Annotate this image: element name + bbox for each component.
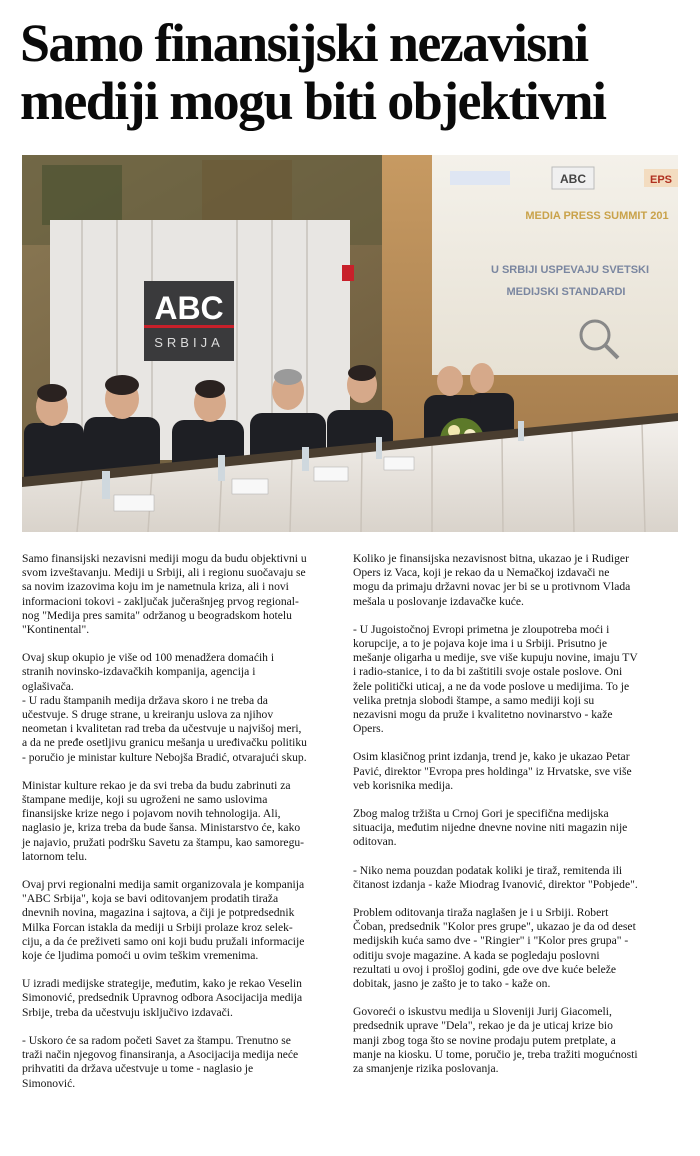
abc-logo-subtext: SRBIJA — [154, 335, 224, 350]
paragraph: - U Jugoistočnoj Evropi primetna je zloupotreba moći i korupcije, a to je pojava koje ima i u Srbiji. Prisutno je mešanje oligarha u medije, sve više kupuju novine, imaju TV i radio-stanice, i to da bi zaštitili svoje ostale poslove. Oni žele politički uticaj, a ne da vode poslove u medijima. To je velika pretnja slobodi štampe, a samo mediji koji su nezavisni mogu da pruže i kvalitetno novinarstvo - kaže Opers. — [353, 622, 638, 736]
paragraph: Ministar kulture rekao je da svi treba da budu zabrinuti za štampane medije, koji su ugroženi ne samo uslovima finansijske krize nego i pojavom novih tehnologija. Ali, naglasio je, kriza treba da bude šansa. Ministarstvo će, kako je najavio, pružati podršku Savetu za štampu, kao samoregu- latornom telu. — [22, 778, 305, 863]
article-column-left — [22, 552, 340, 1105]
paragraph: Osim klasičnog print izdanja, trend je, kako je ukazao Petar Pavić, direktor "Evropa pres holdinga" iz Hrvatske, sve više veb korisnika medija. — [353, 750, 632, 792]
headline-line-2: mediji mogu biti objektivni — [20, 71, 606, 131]
headline-line-1: Samo finansijski nezavisni — [20, 13, 588, 73]
conference-photo — [22, 155, 678, 532]
paragraph: Ovaj skup okupio je više od 100 menadžera domaćih i stranih novinsko-izdavačkih kompanija, agencija i oglašivača. - U radu štampanih medija država skoro i ne treba da učestvuje. S druge strane, u kreiranju uslova za njihov neometan i kvalitetan rad treba da učestvuje u najvišoj meri, a da ne pređe osetljivu granicu mešanja u uređivačku politiku - poručio je ministar kulture Nebojša Bradić, otvarajući skup. — [22, 651, 307, 764]
article-column-right — [353, 552, 671, 1090]
paragraph: Samo finansijski nezavisni mediji mogu da budu objektivni u svom izveštavanju. Mediji u Srbiji, ali i regionu suočavaju se sa novim izazovima koju im je nametnula kriza, ali i novi informacioni tokovi - zaključak jučerašnjeg prvog regional- nog "Medija pres samita" održanog u beogradskom hotelu "Kontinental". — [22, 552, 307, 637]
paragraph: - Niko nema pouzdan podatak koliki je tiraž, remitenda ili čitanost izdanja - kaže Miodrag Ivanović, direktor "Pobjede". — [353, 863, 638, 891]
paragraph: Koliko je finansijska nezavisnost bitna, ukazao je i Rudiger Opers iz Vaca, koji je rekao da u Nemačkoj izdavači ne mogu da primaju državni novac jer bi se u protivnom Vlada mešala u poslovanje izdavačke kuće. — [353, 552, 631, 608]
article-headline — [20, 14, 690, 130]
paragraph: Zbog malog tržišta u Crnoj Gori je specifična medijska situacija, međutim nijedne dnevne novine niti magazin nije oditovan. — [353, 807, 628, 849]
screen-headline-2: MEDIJSKI STANDARDI — [506, 286, 626, 298]
paragraph: - Uskoro će sa radom početi Savet za štampu. Trenutno se traži način njegovog finansiranja, a Asocijacija medija neće prihvatiti da država učestvuje u tome - naglasio je Simonović. — [22, 1033, 299, 1090]
screen-abc-logo: ABC — [560, 172, 586, 186]
paragraph: Govoreći o iskustvu medija u Sloveniji Jurij Giacomeli, predsednik uprave "Dela", rekao je da je uticaj krize bio manji zbog toga što se novine prodaju putem pretplate, a manje na kiosku. U tome, poručio je, treba tražiti mogućnosti za smanjenje rizika poslovanja. — [353, 1005, 638, 1076]
paragraph: U izradi medijske strategije, međutim, kako je rekao Veselin Simonović, predsednik Upravnog odbora Asocijacija medija Srbije, treba da učestvuju isključivo izdavači. — [22, 977, 303, 1019]
abc-logo-text: ABC — [154, 290, 224, 326]
paragraph: Problem oditovanja tiraža naglašen je i u Srbiji. Robert Čoban, predsednik "Kolor pres grupe", ukazao je da od deset medijskih kuća samo dve - "Ringier" i "Kolor pres grupa" - oditiju svoje magazine. A kada se pogledaju poslovni rezultati u ovoj i prošloj godini, gde ove dve kuće beleže dobitak, jasno je zašto je to tako - kaže on. — [353, 906, 636, 991]
screen-right-logo: EPS — [649, 174, 673, 186]
screen-headline-1: U SRBIJI USPEVAJU SVETSKI — [490, 264, 650, 276]
screen-event-title: MEDIA PRESS SUMMIT 201 — [525, 210, 669, 222]
paragraph: Ovaj prvi regionalni medija samit organizovala je kompanija "ABC Srbija", koja se bavi oditovanjem prodatih tiraža dnevnih novina, magazina i sajtova, a čiji je potpredsednik Milka Forcan istakla da mediji u Srbiji prolaze kroz selek- ciju, a da će preživeti samo oni koji budu pružali informacije koje će ljudima pomoći u ovim teškim vremenima. — [22, 878, 305, 963]
